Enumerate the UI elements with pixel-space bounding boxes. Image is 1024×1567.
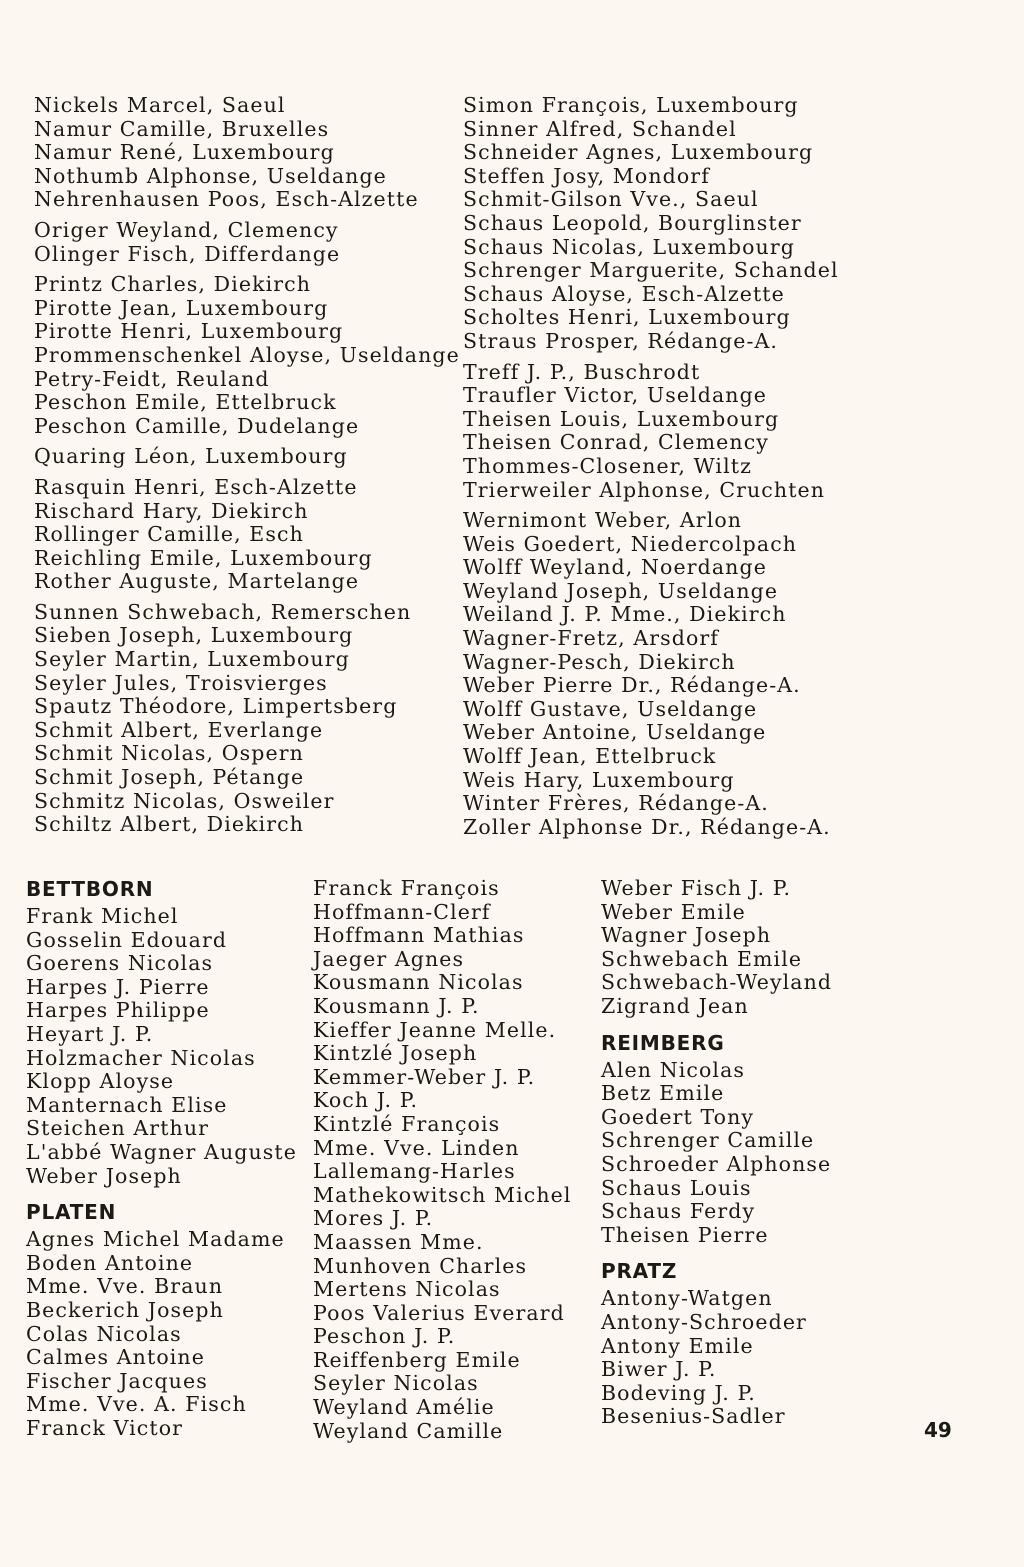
locality-section — [26, 1200, 297, 1440]
list-item: Schrenger Camille — [601, 1128, 815, 1153]
list-item: Theisen Louis, Luxembourg — [463, 406, 780, 431]
list-item: Wolff Gustave, Useldange — [463, 696, 758, 721]
list-item: Antony-Schroeder — [601, 1309, 807, 1334]
list-item: Weyland Camille — [313, 1418, 504, 1443]
list-item: Reiffenberg Emile — [313, 1347, 521, 1372]
list-item: Sinner Alfred, Schandel — [463, 116, 737, 141]
list-item: Reichling Emile, Luxembourg — [34, 545, 373, 570]
list-item: Seyler Nicolas — [313, 1371, 479, 1396]
list-item: L'abbé Wagner Auguste — [26, 1139, 297, 1164]
list-item: Mertens Nicolas — [313, 1277, 501, 1302]
entry-group — [463, 94, 839, 354]
list-item: Nickels Marcel, Saeul — [34, 93, 286, 117]
list-item: Franck François — [313, 876, 500, 900]
list-item: Schroeder Alphonse — [601, 1151, 832, 1176]
list-item: Goerens Nicolas — [26, 951, 214, 976]
list-item: Boden Antoine — [26, 1250, 194, 1275]
entry-group — [34, 445, 460, 469]
list-item: Steffen Josy, Mondorf — [463, 163, 710, 188]
list-item: Antony Emile — [601, 1333, 754, 1358]
list-item: Alen Nicolas — [601, 1057, 746, 1082]
list-item: Peschon J. P. — [313, 1324, 456, 1349]
list-item: Biwer J. P. — [601, 1357, 717, 1382]
list-item: Nothumb Alphonse, Useldange — [34, 163, 387, 188]
locality-section — [26, 877, 297, 1188]
list-item: Kousmann Nicolas — [313, 970, 524, 995]
list-item: Bodeving J. P. — [601, 1380, 756, 1405]
entry-group — [34, 94, 460, 212]
list-item: Agnes Michel Madame — [26, 1227, 285, 1252]
list-item: Harpes Philippe — [26, 998, 210, 1023]
list-item: Besenius-Sadler — [601, 1404, 786, 1429]
list-item: Klopp Aloyse — [26, 1069, 175, 1094]
list-item: Weber Antoine, Useldange — [463, 720, 767, 745]
list-item: Pirotte Jean, Luxembourg — [34, 295, 329, 320]
list-item: Gosselin Edouard — [26, 927, 228, 952]
list-item: Schmitz Nicolas, Osweiler — [34, 788, 335, 813]
list-item: Weyland Amélie — [313, 1395, 495, 1420]
list-item: Jaeger Agnes — [313, 946, 465, 971]
list-item: Weber Pierre Dr., Rédange-A. — [463, 673, 801, 698]
list-item: Thommes-Closener, Wiltz — [463, 453, 752, 478]
list-item: Betz Emile — [601, 1081, 725, 1106]
list-item: Weis Hary, Luxembourg — [463, 767, 735, 792]
list-item: Calmes Antoine — [26, 1345, 205, 1370]
list-item: Wolff Weyland, Noerdange — [463, 555, 767, 580]
list-item: Schwebach Emile — [601, 946, 803, 971]
list-item: Holzmacher Nicolas — [26, 1045, 256, 1070]
list-item: Antony-Watgen — [601, 1286, 773, 1311]
list-item: Schmit-Gilson Vve., Saeul — [463, 187, 759, 212]
list-item: Schiltz Albert, Diekirch — [34, 812, 305, 837]
list-item: Schmit Albert, Everlange — [34, 717, 324, 742]
list-item: Rasquin Henri, Esch-Alzette — [34, 474, 358, 499]
list-item: Zigrand Jean — [601, 993, 749, 1018]
list-item: Mores J. P. — [313, 1206, 434, 1231]
locality-section — [601, 1259, 832, 1429]
list-item: Kousmann J. P. — [313, 993, 480, 1018]
list-item: Spautz Théodore, Limpertsberg — [34, 694, 398, 719]
list-item: Schaus Louis — [601, 1175, 752, 1200]
list-item: Mathekowitsch Michel — [313, 1182, 572, 1207]
list-item: Schneider Agnes, Luxembourg — [463, 140, 814, 165]
list-item: Namur René, Luxembourg — [34, 140, 335, 165]
entry-group — [34, 476, 460, 594]
list-item: Simon François, Luxembourg — [463, 93, 799, 117]
upper-right-column — [463, 94, 839, 846]
list-item: Winter Frères, Rédange-A. — [463, 791, 769, 816]
locality-section — [313, 877, 572, 1443]
list-item: Schaus Ferdy — [601, 1199, 756, 1224]
list-item: Munhoven Charles — [313, 1253, 528, 1278]
lower-column-1 — [26, 877, 297, 1452]
list-item: Weber Joseph — [26, 1163, 182, 1188]
list-item: Prommenschenkel Aloyse, Useldange — [34, 342, 460, 367]
list-item: Wolff Jean, Ettelbruck — [463, 744, 717, 769]
list-item: Maassen Mme. — [313, 1229, 484, 1254]
list-item: Weiland J. P. Mme., Diekirch — [463, 602, 787, 627]
list-item: Schwebach-Weyland — [601, 970, 833, 995]
list-item: Mme. Vve. Linden — [313, 1135, 520, 1160]
list-item: Goedert Tony — [601, 1104, 755, 1129]
list-item: Schmit Joseph, Pétange — [34, 765, 305, 790]
upper-left-column — [34, 94, 460, 844]
list-item: Weber Fisch J. P. — [601, 876, 792, 900]
list-item: Scholtes Henri, Luxembourg — [463, 305, 791, 330]
list-item: Peschon Camille, Dudelange — [34, 413, 360, 438]
list-item: Hoffmann Mathias — [313, 923, 525, 948]
list-item: Mme. Vve. Braun — [26, 1274, 224, 1299]
list-item: Franck Victor — [26, 1415, 184, 1440]
lower-column-3 — [601, 877, 832, 1441]
list-item: Wagner-Fretz, Arsdorf — [463, 626, 719, 651]
list-item: Theisen Pierre — [601, 1222, 769, 1247]
list-item: Rollinger Camille, Esch — [34, 522, 304, 547]
list-item: Mme. Vve. A. Fisch — [26, 1392, 247, 1417]
list-item: Namur Camille, Bruxelles — [34, 116, 330, 141]
list-item: Peschon Emile, Ettelbruck — [34, 390, 337, 415]
list-item: Colas Nicolas — [26, 1321, 182, 1346]
list-item: Rother Auguste, Martelange — [34, 569, 360, 594]
list-item: Weber Emile — [601, 899, 746, 924]
list-item: Heyart J. P. — [26, 1021, 154, 1046]
list-item: Schrenger Marguerite, Schandel — [463, 258, 839, 283]
list-item: Manternach Elise — [26, 1092, 228, 1117]
list-item: Harpes J. Pierre — [26, 974, 210, 999]
list-item: Schmit Nicolas, Ospern — [34, 741, 304, 766]
list-item: Hoffmann-Clerf — [313, 899, 491, 924]
list-item: Kemmer-Weber J. P. — [313, 1064, 536, 1089]
list-item: Lallemang-Harles — [313, 1159, 516, 1184]
list-item: Origer Weyland, Clemency — [34, 217, 339, 242]
section-heading: REIMBERG — [601, 1030, 725, 1055]
list-item: Weyland Joseph, Useldange — [463, 578, 779, 603]
list-item: Trierweiler Alphonse, Cruchten — [463, 477, 826, 502]
list-item: Treff J. P., Buschrodt — [463, 359, 701, 384]
list-item: Schaus Nicolas, Luxembourg — [463, 234, 795, 259]
entry-group — [463, 361, 839, 503]
list-item: Schaus Aloyse, Esch-Alzette — [463, 281, 785, 306]
list-item: Quaring Léon, Luxembourg — [34, 444, 348, 469]
list-item: Seyler Martin, Luxembourg — [34, 647, 350, 672]
list-item: Rischard Hary, Diekirch — [34, 498, 309, 523]
list-item: Kieffer Jeanne Melle. — [313, 1017, 557, 1042]
list-item: Wagner Joseph — [601, 923, 772, 948]
list-item: Wagner-Pesch, Diekirch — [463, 649, 736, 674]
list-item: Steichen Arthur — [26, 1116, 210, 1141]
list-item: Petry-Feidt, Reuland — [34, 366, 270, 391]
list-item: Kintzlé François — [313, 1111, 501, 1136]
list-item: Traufler Victor, Useldange — [463, 383, 768, 408]
list-item: Koch J. P. — [313, 1088, 419, 1113]
list-item: Straus Prosper, Rédange-A. — [463, 328, 779, 353]
entry-group — [34, 219, 460, 266]
list-item: Schaus Leopold, Bourglinster — [463, 210, 802, 235]
list-item: Poos Valerius Everard — [313, 1300, 565, 1325]
list-item: Printz Charles, Diekirch — [34, 272, 312, 297]
list-item: Nehrenhausen Poos, Esch-Alzette — [34, 187, 419, 212]
list-item: Pirotte Henri, Luxembourg — [34, 319, 344, 344]
entry-group — [34, 273, 460, 438]
list-item: Sieben Joseph, Luxembourg — [34, 623, 354, 648]
locality-section — [601, 1031, 832, 1248]
list-item: Wernimont Weber, Arlon — [463, 508, 743, 533]
list-item: Weis Goedert, Niedercolpach — [463, 531, 798, 556]
locality-section — [601, 877, 832, 1019]
list-item: Theisen Conrad, Clemency — [463, 430, 769, 455]
section-heading: PLATEN — [26, 1200, 117, 1225]
lower-column-2 — [313, 877, 572, 1455]
entry-group — [34, 601, 460, 837]
section-heading: BETTBORN — [26, 877, 154, 901]
list-item: Beckerich Joseph — [26, 1297, 224, 1322]
entry-group — [463, 509, 839, 839]
page-number: 49 — [924, 1418, 952, 1442]
section-heading: PRATZ — [601, 1259, 678, 1284]
list-item: Olinger Fisch, Differdange — [34, 241, 341, 266]
list-item: Kintzlé Joseph — [313, 1041, 478, 1066]
list-item: Fischer Jacques — [26, 1368, 208, 1393]
list-item: Frank Michel — [26, 904, 179, 928]
list-item: Seyler Jules, Troisvierges — [34, 670, 328, 695]
list-item: Zoller Alphonse Dr., Rédange-A. — [463, 814, 831, 839]
list-item: Sunnen Schwebach, Remerschen — [34, 599, 412, 624]
